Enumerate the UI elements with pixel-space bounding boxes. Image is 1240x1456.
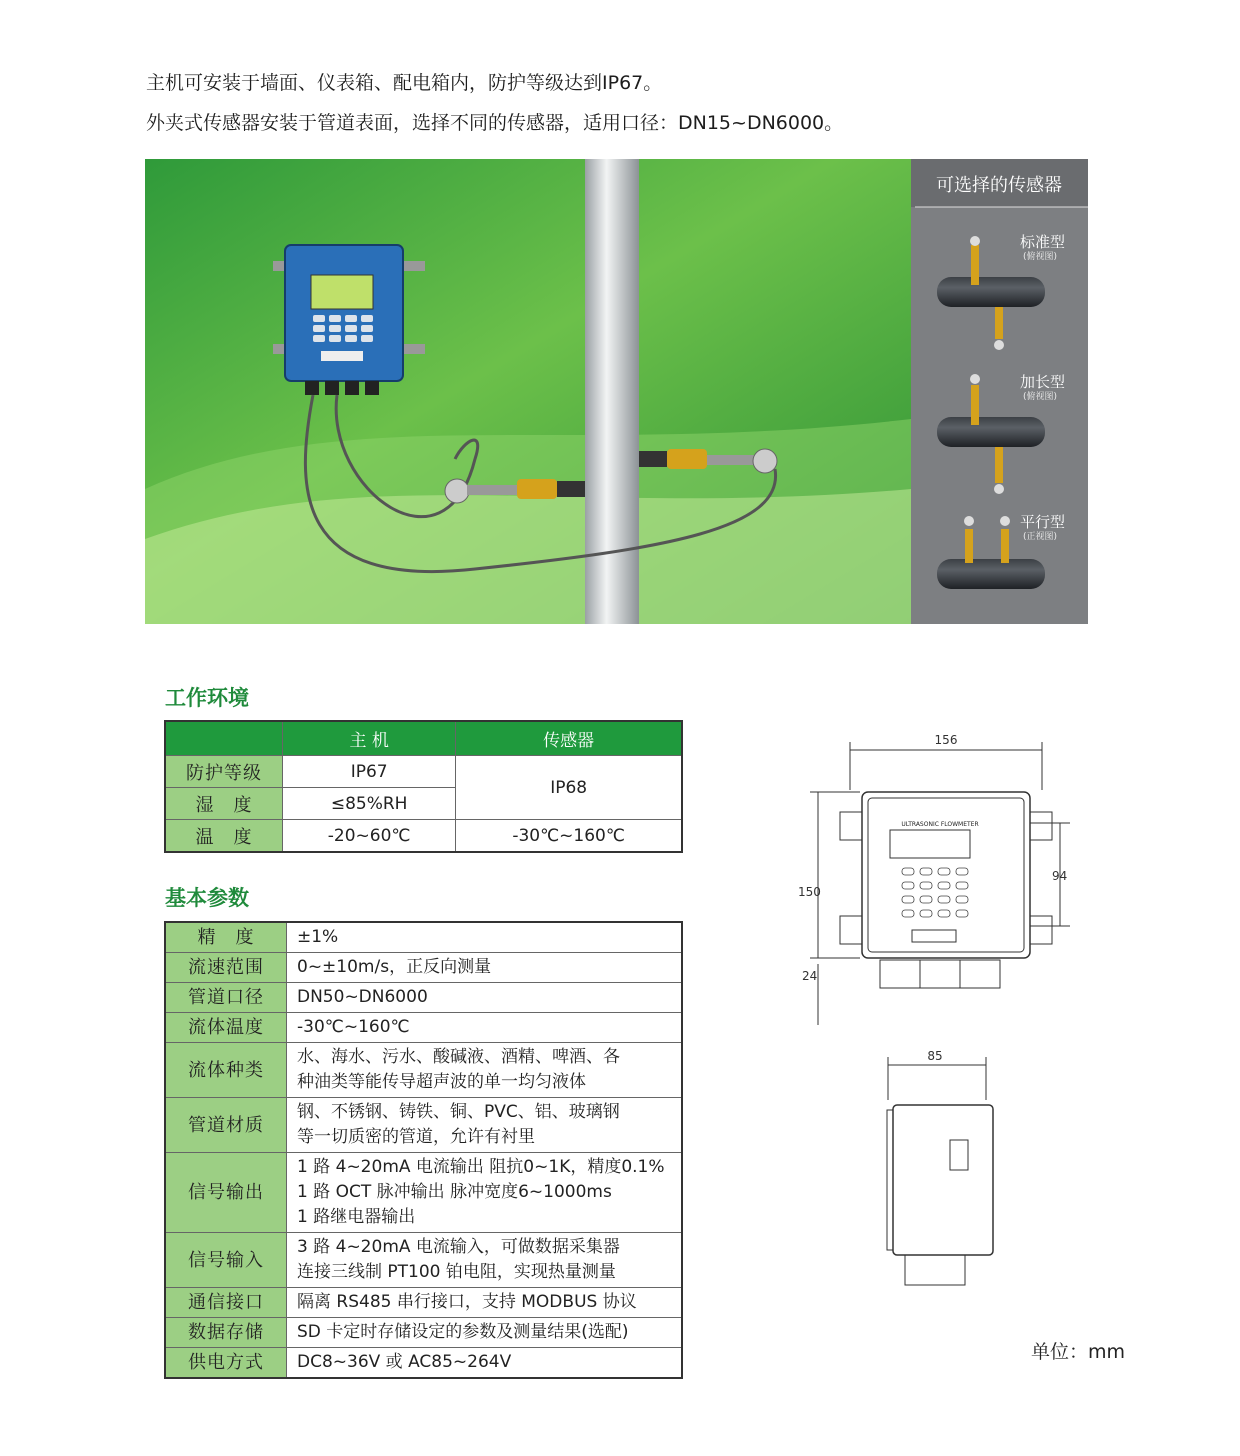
- sensor-view: (俯视图): [1023, 392, 1058, 402]
- params-label: 流速范围: [165, 953, 287, 983]
- params-value-line: -30℃~160℃: [297, 1017, 410, 1037]
- dim-width: 156: [934, 733, 958, 747]
- params-value: [287, 1043, 683, 1098]
- params-row: [165, 1153, 682, 1233]
- params-value-line: DN50~DN6000: [297, 987, 428, 1007]
- env-header-host: 主 机: [283, 721, 456, 756]
- params-value: [287, 1318, 683, 1348]
- env-sensor-value: IP68: [456, 756, 682, 820]
- dimension-drawing: [790, 720, 1110, 1340]
- params-value-line: 1 路 OCT 脉冲输出 脉冲宽度6~1000ms: [297, 1182, 612, 1202]
- params-row: [165, 953, 682, 983]
- params-value: [287, 1288, 683, 1318]
- params-value-line: 水、海水、污水、酸碱液、酒精、啤酒、各: [297, 1047, 620, 1067]
- env-sensor-value: -30℃~160℃: [456, 820, 682, 853]
- env-title: 工作环境: [165, 686, 249, 710]
- params-row: [165, 922, 682, 953]
- params-row: [165, 1288, 682, 1318]
- params-row: [165, 1348, 682, 1379]
- params-value-line: 隔离 RS485 串行接口，支持 MODBUS 协议: [297, 1292, 637, 1312]
- params-row: [165, 1098, 682, 1153]
- params-label: 流体种类: [165, 1043, 287, 1098]
- intro-line-1: 主机可安装于墙面、仪表箱、配电箱内，防护等级达到IP67。: [146, 72, 663, 94]
- params-table: [164, 921, 683, 1379]
- dim-mount: 94: [1052, 869, 1068, 883]
- env-label: 防护等级: [165, 756, 283, 788]
- dim-height: 150: [798, 885, 821, 899]
- params-value: [287, 983, 683, 1013]
- params-value: [287, 1233, 683, 1288]
- params-value-line: ±1%: [297, 927, 339, 947]
- params-value: [287, 1348, 683, 1379]
- sensor-panel-title: 可选择的传感器: [936, 175, 1062, 196]
- params-value-line: SD 卡定时存储设定的参数及测量结果(选配): [297, 1322, 629, 1342]
- params-value: [287, 953, 683, 983]
- params-title: 基本参数: [165, 886, 249, 910]
- env-host-value: IP67: [283, 756, 456, 788]
- env-header-corner: [165, 721, 283, 756]
- params-label: 供电方式: [165, 1348, 287, 1379]
- env-table: [164, 720, 683, 853]
- sensor-name: 平行型: [1020, 513, 1066, 531]
- params-label: 通信接口: [165, 1288, 287, 1318]
- env-row: [165, 756, 682, 788]
- env-host-value: ≤85%RH: [283, 788, 456, 820]
- params-label: 管道口径: [165, 983, 287, 1013]
- env-row: [165, 820, 682, 853]
- params-value-line: DC8~36V 或 AC85~264V: [297, 1352, 512, 1372]
- params-value-line: 种油类等能传导超声波的单一均匀液体: [297, 1072, 586, 1092]
- params-value: [287, 1153, 683, 1233]
- env-host-value: -20~60℃: [283, 820, 456, 853]
- params-label: 管道材质: [165, 1098, 287, 1153]
- params-label: 流体温度: [165, 1013, 287, 1043]
- sensor-name: 标准型: [1020, 233, 1066, 251]
- product-illustration: [145, 159, 1088, 624]
- device-label: ULTRASONIC FLOWMETER: [901, 821, 979, 828]
- params-row: [165, 1043, 682, 1098]
- intro-line-2: 外夹式传感器安装于管道表面，选择不同的传感器，适用口径：DN15~DN6000。: [146, 112, 844, 134]
- params-row: [165, 1318, 682, 1348]
- params-label: 信号输入: [165, 1233, 287, 1288]
- sensor-view: (正视图): [1023, 532, 1058, 542]
- unit-note: 单位：mm: [1031, 1341, 1126, 1363]
- params-value: [287, 1013, 683, 1043]
- params-value-line: 0~±10m/s，正反向测量: [297, 957, 492, 977]
- env-header-sensor: 传感器: [456, 721, 682, 756]
- host-box: [273, 245, 425, 395]
- params-value-line: 1 路继电器输出: [297, 1207, 416, 1227]
- params-label: 数据存储: [165, 1318, 287, 1348]
- sensor-view: (俯视图): [1023, 252, 1058, 262]
- dim-depth: 85: [927, 1049, 943, 1063]
- params-value: [287, 922, 683, 953]
- params-value-line: 等一切质密的管道，允许有衬里: [297, 1127, 535, 1147]
- params-value-line: 1 路 4~20mA 电流输出 阻抗0~1K，精度0.1%: [297, 1157, 665, 1177]
- params-row: [165, 983, 682, 1013]
- sensor-name: 加长型: [1020, 373, 1066, 391]
- params-value-line: 3 路 4~20mA 电流输入，可做数据采集器: [297, 1237, 620, 1257]
- env-label: 温 度: [165, 820, 283, 853]
- params-value: [287, 1098, 683, 1153]
- params-row: [165, 1013, 682, 1043]
- env-label: 湿 度: [165, 788, 283, 820]
- params-row: [165, 1233, 682, 1288]
- params-label: 精 度: [165, 922, 287, 953]
- params-value-line: 钢、不锈钢、铸铁、铜、PVC、铝、玻璃钢: [297, 1102, 620, 1122]
- params-value-line: 连接三线制 PT100 铂电阻，实现热量测量: [297, 1262, 616, 1282]
- params-label: 信号输出: [165, 1153, 287, 1233]
- dim-bottom: 24: [802, 969, 818, 983]
